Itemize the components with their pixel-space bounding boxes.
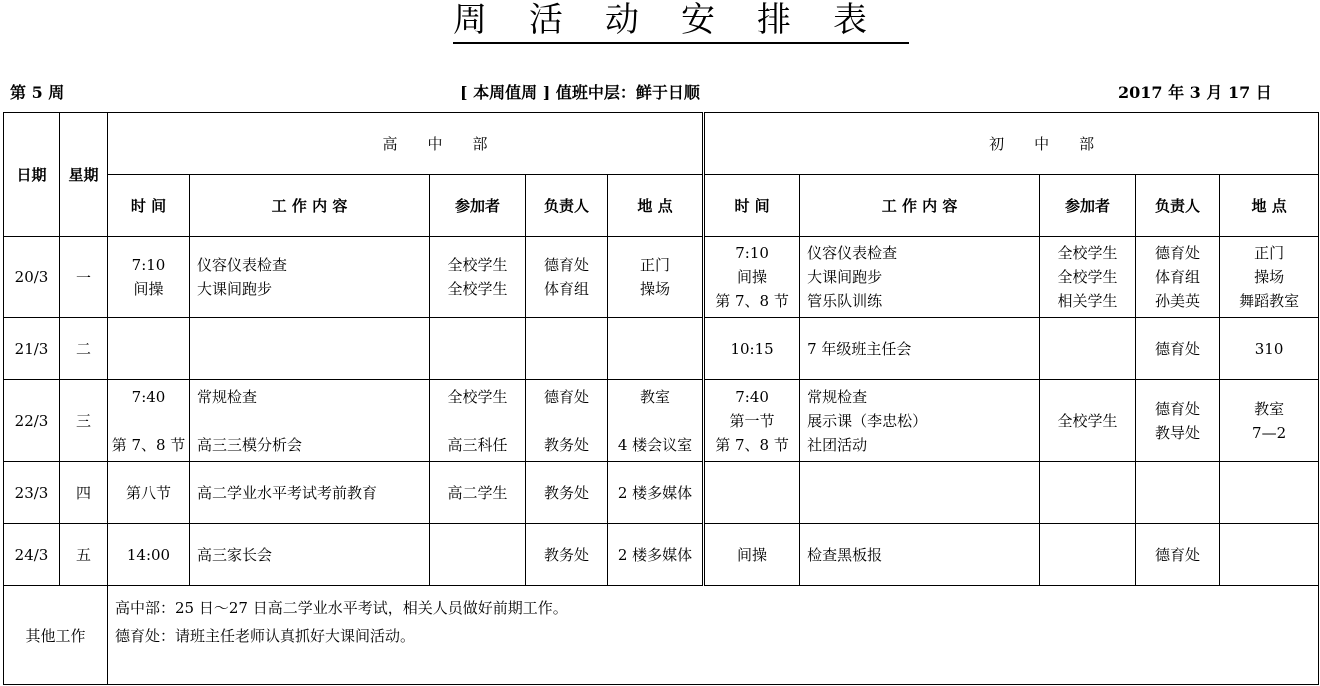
senior-place-line: 教室 xyxy=(640,387,671,406)
junior-participants-line: 全校学生 xyxy=(1057,411,1118,430)
junior-place-line: 教室 xyxy=(1254,399,1285,418)
senior-participants-line: 全校学生 xyxy=(447,387,508,406)
junior-content-line: 仪容仪表检查 xyxy=(807,244,898,262)
senior-leader-line: 体育组 xyxy=(543,280,589,298)
junior-place-line: 正门 xyxy=(1254,244,1285,262)
senior-participants-line: 高二学生 xyxy=(447,483,508,502)
senior-content-line: 高二学业水平考试考前教育 xyxy=(197,483,378,502)
other-work-content xyxy=(108,586,1319,685)
junior-place-cell xyxy=(1220,380,1319,462)
senior-leader-cell xyxy=(526,318,608,380)
row-date: 22/3 xyxy=(4,380,60,462)
junior-content-cell xyxy=(800,380,1040,462)
junior-time-line: 7:10 xyxy=(735,244,769,262)
senior-time-cell xyxy=(108,318,190,380)
table-row xyxy=(4,462,1319,524)
senior-time-line: 第八节 xyxy=(125,483,171,502)
senior-time-line: 7:40 xyxy=(131,387,166,406)
senior-leader-line: 教务处 xyxy=(543,545,589,564)
date-header: 日期 xyxy=(4,113,60,237)
junior-time-line: 10:15 xyxy=(730,339,774,358)
senior-place-line: 4 楼会议室 xyxy=(617,435,693,454)
senior-participants-cell xyxy=(430,462,526,524)
table-row xyxy=(4,524,1319,586)
junior-content-line: 大课间跑步 xyxy=(807,268,883,286)
table-row xyxy=(4,318,1319,380)
table-row xyxy=(4,380,1319,462)
senior-participants-cell xyxy=(430,237,526,318)
senior-time-header: 时 间 xyxy=(108,175,190,237)
junior-time-cell xyxy=(704,380,800,462)
senior-content-line: 高三家长会 xyxy=(197,545,273,564)
junior-time-line: 第一节 xyxy=(729,411,775,430)
row-date: 23/3 xyxy=(4,462,60,524)
junior-content-line: 展示课（李忠松） xyxy=(807,411,928,430)
junior-content-cell xyxy=(800,237,1040,318)
senior-content-line: 常规检查 xyxy=(197,387,258,406)
senior-content-cell xyxy=(190,462,430,524)
senior-leader-line: 德育处 xyxy=(543,256,589,274)
senior-content-header: 工 作 内 容 xyxy=(190,175,430,237)
junior-content-line: 社团活动 xyxy=(807,435,868,454)
junior-participants-line: 全校学生 xyxy=(1057,268,1118,286)
senior-content-line: 高三三模分析会 xyxy=(197,435,303,454)
senior-place-line: 2 楼多媒体 xyxy=(617,545,693,564)
junior-participants-cell xyxy=(1040,318,1136,380)
junior-time-cell xyxy=(704,237,800,318)
row-date: 20/3 xyxy=(4,237,60,318)
senior-leader-cell xyxy=(526,237,608,318)
junior-place-line: 舞蹈教室 xyxy=(1239,292,1300,310)
other-work-label: 其他工作 xyxy=(4,586,108,685)
senior-section-header: 高 中 部 xyxy=(108,113,704,175)
senior-participants-line: 高三科任 xyxy=(447,435,508,454)
junior-leader-cell xyxy=(1136,380,1220,462)
row-date: 21/3 xyxy=(4,318,60,380)
junior-place-line: 310 xyxy=(1254,339,1284,358)
senior-time-line: 14:00 xyxy=(126,545,171,564)
senior-time-cell xyxy=(108,462,190,524)
senior-participants-cell xyxy=(430,524,526,586)
junior-time-header: 时 间 xyxy=(704,175,800,237)
junior-time-line: 间操 xyxy=(737,268,768,286)
junior-place-cell xyxy=(1220,237,1319,318)
junior-content-line: 常规检查 xyxy=(807,387,868,406)
senior-place-line xyxy=(608,409,702,433)
junior-content-line: 管乐队训练 xyxy=(807,292,883,310)
junior-place-header: 地 点 xyxy=(1220,175,1319,237)
senior-place-header: 地 点 xyxy=(608,175,704,237)
junior-leader-line: 教导处 xyxy=(1155,423,1201,442)
junior-leader-line: 孙美英 xyxy=(1155,292,1201,310)
junior-content-cell xyxy=(800,462,1040,524)
page-title: 周活动安排表 xyxy=(0,0,1320,44)
junior-content-cell xyxy=(800,524,1040,586)
senior-participants-line: 全校学生 xyxy=(447,256,508,274)
row-weekday: 二 xyxy=(60,318,108,380)
junior-participants-header: 参加者 xyxy=(1040,175,1136,237)
row-weekday: 五 xyxy=(60,524,108,586)
senior-time-line: 7:10 xyxy=(131,256,166,274)
senior-leader-cell xyxy=(526,524,608,586)
junior-leader-line: 德育处 xyxy=(1155,244,1201,262)
row-weekday: 四 xyxy=(60,462,108,524)
senior-place-cell xyxy=(608,462,704,524)
duty-info: [ 本周值周 ] 值班中层：鲜于日顺 xyxy=(460,83,700,102)
junior-participants-cell xyxy=(1040,237,1136,318)
junior-participants-cell xyxy=(1040,380,1136,462)
senior-participants-cell xyxy=(430,318,526,380)
senior-content-line: 仪容仪表检查 xyxy=(197,256,288,274)
row-date: 24/3 xyxy=(4,524,60,586)
senior-participants-line: 全校学生 xyxy=(447,280,508,298)
senior-participants-cell xyxy=(430,380,526,462)
junior-time-line: 第 7、8 节 xyxy=(715,292,789,310)
senior-time-line xyxy=(108,409,189,433)
senior-place-line: 正门 xyxy=(640,256,671,274)
senior-content-cell xyxy=(190,318,430,380)
junior-section-header: 初 中 部 xyxy=(704,113,1319,175)
senior-participants-line xyxy=(430,409,525,433)
junior-leader-header: 负责人 xyxy=(1136,175,1220,237)
senior-leader-cell xyxy=(526,380,608,462)
row-weekday: 一 xyxy=(60,237,108,318)
senior-leader-line: 德育处 xyxy=(543,387,589,406)
junior-participants-cell xyxy=(1040,524,1136,586)
senior-time-line: 间操 xyxy=(133,280,164,298)
senior-time-cell xyxy=(108,524,190,586)
document-date: 2017 年 3 月 17 日 xyxy=(1118,83,1272,102)
senior-content-line xyxy=(197,409,429,433)
other-work-line: 德育处：请班主任老师认真抓好大课间活动。 xyxy=(115,627,416,645)
junior-leader-line: 德育处 xyxy=(1155,399,1201,418)
junior-leader-cell xyxy=(1136,462,1220,524)
schedule-table xyxy=(3,112,1319,685)
senior-leader-line: 教务处 xyxy=(543,435,589,454)
junior-content-line: 检查黑板报 xyxy=(807,545,883,564)
junior-content-line: 7 年级班主任会 xyxy=(807,339,912,358)
senior-place-cell xyxy=(608,318,704,380)
senior-content-cell xyxy=(190,237,430,318)
senior-place-cell xyxy=(608,524,704,586)
senior-leader-line xyxy=(526,409,607,433)
senior-leader-cell xyxy=(526,462,608,524)
junior-time-line: 7:40 xyxy=(735,387,769,406)
junior-place-cell xyxy=(1220,462,1319,524)
senior-content-line: 大课间跑步 xyxy=(197,280,273,298)
other-work-line: 高中部：25 日～27 日高二学业水平考试，相关人员做好前期工作。 xyxy=(115,599,568,617)
senior-time-cell xyxy=(108,237,190,318)
junior-time-cell xyxy=(704,524,800,586)
junior-participants-line: 全校学生 xyxy=(1057,244,1118,262)
junior-time-line: 第 7、8 节 xyxy=(715,435,789,454)
senior-content-cell xyxy=(190,524,430,586)
senior-place-cell xyxy=(608,237,704,318)
senior-leader-header: 负责人 xyxy=(526,175,608,237)
junior-participants-cell xyxy=(1040,462,1136,524)
junior-leader-line: 德育处 xyxy=(1155,339,1201,358)
junior-place-line: 7—2 xyxy=(1252,423,1287,442)
junior-place-cell xyxy=(1220,524,1319,586)
junior-place-line: 操场 xyxy=(1254,268,1285,286)
week-number: 第 5 周 xyxy=(10,83,65,102)
junior-time-cell xyxy=(704,462,800,524)
senior-time-line: 第 7、8 节 xyxy=(111,435,186,454)
junior-leader-cell xyxy=(1136,524,1220,586)
senior-leader-line: 教务处 xyxy=(543,483,589,502)
junior-leader-line: 体育组 xyxy=(1155,268,1201,286)
senior-participants-header: 参加者 xyxy=(430,175,526,237)
senior-place-line: 操场 xyxy=(640,280,671,298)
junior-content-cell xyxy=(800,318,1040,380)
junior-leader-cell xyxy=(1136,237,1220,318)
senior-place-cell xyxy=(608,380,704,462)
senior-content-cell xyxy=(190,380,430,462)
senior-place-line: 2 楼多媒体 xyxy=(617,483,693,502)
junior-leader-cell xyxy=(1136,318,1220,380)
row-weekday: 三 xyxy=(60,380,108,462)
junior-participants-line: 相关学生 xyxy=(1057,292,1118,310)
junior-place-cell xyxy=(1220,318,1319,380)
junior-time-line: 间操 xyxy=(737,545,768,564)
senior-time-cell xyxy=(108,380,190,462)
weekday-header: 星期 xyxy=(60,113,108,237)
junior-leader-line: 德育处 xyxy=(1155,545,1201,564)
junior-time-cell xyxy=(704,318,800,380)
table-row xyxy=(4,237,1319,318)
junior-content-header: 工 作 内 容 xyxy=(800,175,1040,237)
